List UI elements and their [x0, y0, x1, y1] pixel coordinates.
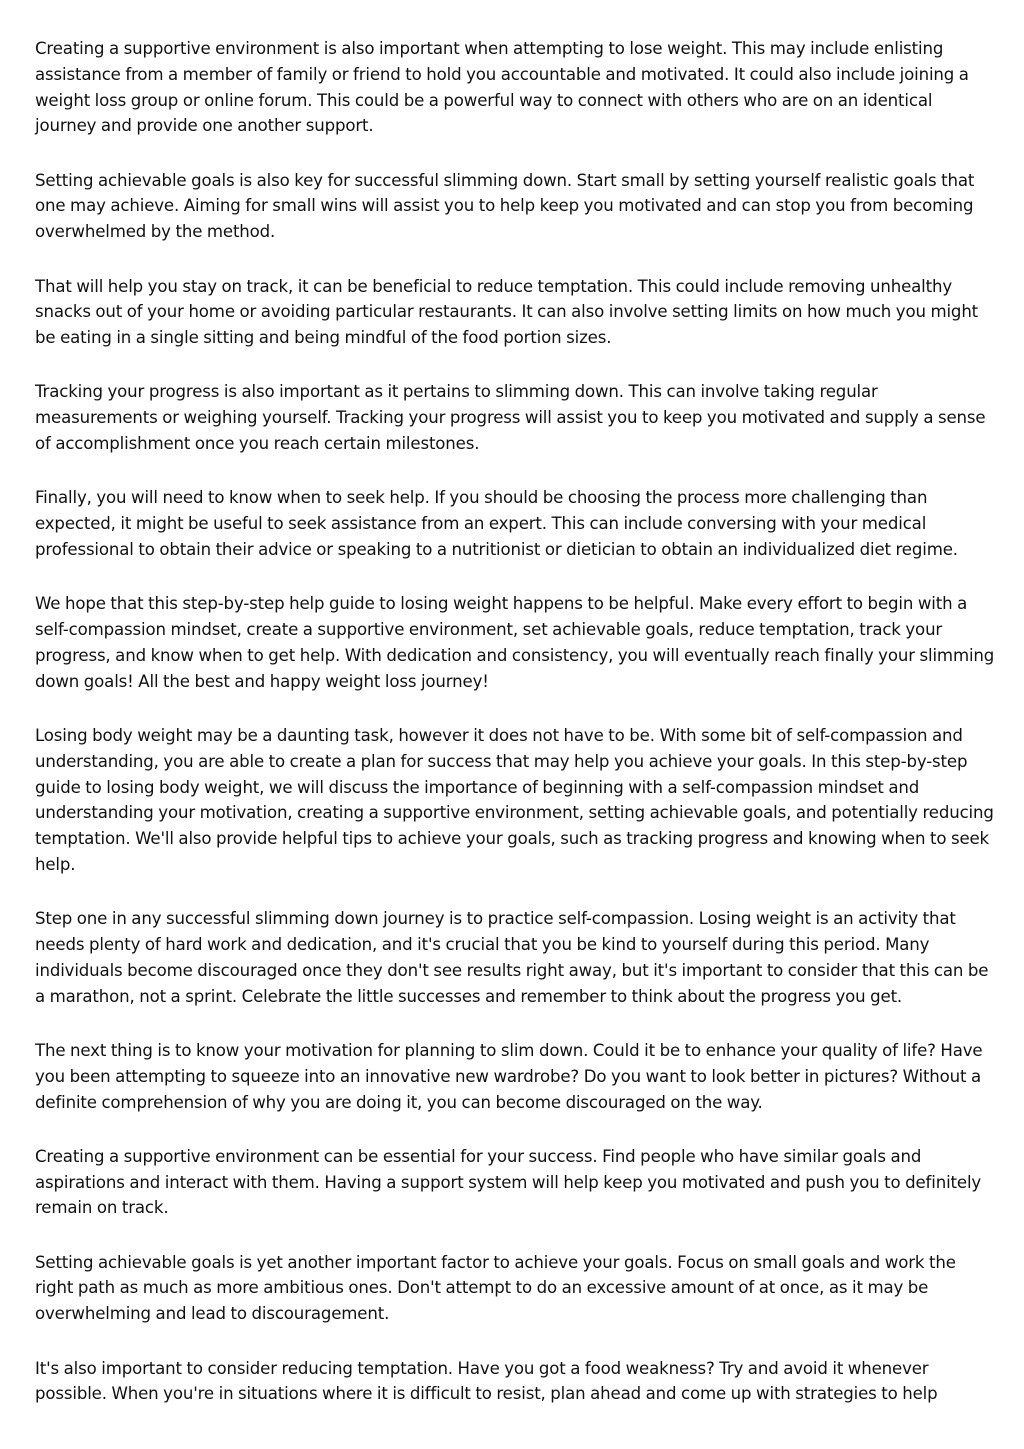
- paragraph: Tracking your progress is also important as it pertains to slimming down. This can involve taking regular measurements or weighing yourself. Tracking your progress will assist you to keep you motivated and supply a sense of accomplishment once you reach certain milestones.: [35, 382, 986, 454]
- paragraph: The next thing is to know your motivation for planning to slim down. Could it be to enhance your quality of life? Have you been attempting to squeeze into an innovative new wardrobe? Do you want to look better in pictures? Without a definite comprehension of why you are doing it, you can become discouraged on the way.: [35, 1040, 983, 1112]
- paragraph: We hope that this step-by-step help guide to losing weight happens to be helpful. Make every effort to begin with a self-compassion mindset, create a supportive environment, set achievable goals, reduce temptation, track your progress, and know when to get help. With dedication and consistency, you will eventually reach finally your slimming down goals! All the best and happy weight loss journey!: [35, 594, 995, 691]
- paragraph: Losing body weight may be a daunting task, however it does not have to be. With some bit of self-compassion and understanding, you are able to create a plan for success that may help you achieve your goals. In this step-by-step guide to losing body weight, we will discuss the importance of beginning with a self-compassion mindset and understanding your motivation, creating a supportive environment, setting achievable goals, and potentially reducing temptation. We'll also provide helpful tips to achieve your goals, such as tracking progress and knowing when to seek help.: [35, 725, 994, 874]
- paragraph: It's also important to consider reducing temptation. Have you got a food weakness? Try and avoid it whenever possible. When you're in situations where it is difficult to resist, plan ahead and come up with strategies to help: [35, 1358, 938, 1404]
- paragraph: Setting achievable goals is also key for successful slimming down. Start small by setting yourself realistic goals that one may achieve. Aiming for small wins will assist you to help keep you motivated and can stop you from becoming overwhelmed by the method.: [35, 170, 975, 242]
- document-body: [35, 36, 995, 1436]
- paragraph: Setting achievable goals is yet another important factor to achieve your goals. Focus on small goals and work the right path as much as more ambitious ones. Don't attempt to do an excessive amount of at once, as it may be overwhelming and lead to discouragement.: [35, 1252, 956, 1324]
- paragraph: That will help you stay on track, it can be beneficial to reduce temptation. This could include removing unhealthy snacks out of your home or avoiding particular restaurants. It can also involve setting limits on how much you might be eating in a single sitting and being mindful of the food portion sizes.: [35, 276, 979, 348]
- paragraph: Finally, you will need to know when to seek help. If you should be choosing the process more challenging than expected, it might be useful to seek assistance from an expert. This can include conversing with your medical professional to obtain their advice or speaking to a nutritionist or dietician to obtain an individualized diet regime.: [35, 488, 958, 559]
- paragraph: Creating a supportive environment is also important when attempting to lose weight. This may include enlisting assistance from a member of family or friend to hold you accountable and motivated. It could also include joining a weight loss group or online forum. This could be a powerful way to connect with others who are on an identical journey and provide one another support.: [35, 39, 969, 136]
- paragraph: Step one in any successful slimming down journey is to practice self-compassion. Losing weight is an activity that needs plenty of hard work and dedication, and it's crucial that you be kind to yourself during this period. Many individuals become discouraged once they don't see results right away, but it's important to consider that this can be a marathon, not a sprint. Celebrate the little successes and remember to think about the progress you get.: [35, 909, 989, 1006]
- paragraph: Creating a supportive environment can be essential for your success. Find people who have similar goals and aspirations and interact with them. Having a support system will help keep you motivated and push you to definitely remain on track.: [35, 1146, 982, 1218]
